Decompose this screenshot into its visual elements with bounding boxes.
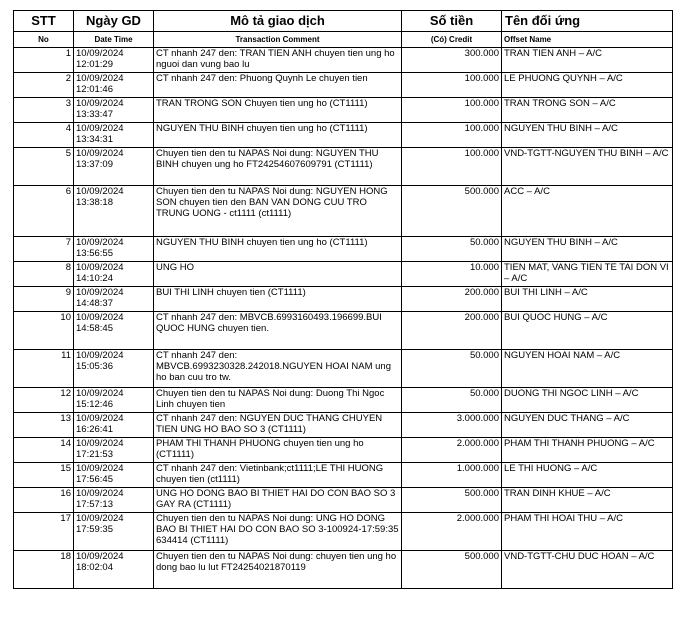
row-date: 10/09/2024 — [76, 186, 124, 197]
row-datetime — [74, 438, 154, 463]
row-date: 10/09/2024 — [76, 488, 124, 499]
row-time: 18:02:04 — [76, 562, 113, 573]
row-description: NGUYEN THU BINH chuyen tien ung ho (CT1111) — [154, 123, 402, 148]
row-date: 10/09/2024 — [76, 388, 124, 399]
row-datetime — [74, 350, 154, 388]
row-datetime — [74, 287, 154, 312]
row-description: Chuyen tien den tu NAPAS Noi dung: UNG HO DONG BAO BI THIET HAI DO CON BAO SO 3-100924-17:59:35 634414 (CT1111) — [154, 513, 402, 551]
row-amount: 2.000.000 — [402, 513, 502, 551]
table-row — [14, 413, 673, 438]
row-time: 15:05:36 — [76, 361, 113, 372]
row-description: CT nhanh 247 den: TRAN TIEN ANH chuyen tien ung ho nguoi dan vung bao lu — [154, 48, 402, 73]
row-amount: 50.000 — [402, 350, 502, 388]
row-number: 6 — [14, 186, 74, 237]
row-date: 10/09/2024 — [76, 312, 124, 323]
table-row — [14, 73, 673, 98]
subheader-row — [14, 32, 673, 48]
transaction-rows — [14, 48, 673, 589]
row-datetime — [74, 413, 154, 438]
row-time: 13:37:09 — [76, 159, 113, 170]
row-description: PHAM THI THANH PHUONG chuyen tien ung ho (CT1111) — [154, 438, 402, 463]
row-offset-name: NGUYEN THU BINH – A/C — [502, 123, 673, 148]
table-row — [14, 513, 673, 551]
row-offset-name: NGUYEN DUC THANG – A/C — [502, 413, 673, 438]
row-datetime — [74, 237, 154, 262]
row-datetime — [74, 98, 154, 123]
subheader-credit: (Có) Credit — [402, 32, 502, 48]
row-date: 10/09/2024 — [76, 350, 124, 361]
row-datetime — [74, 513, 154, 551]
row-amount: 2.000.000 — [402, 438, 502, 463]
row-amount: 50.000 — [402, 237, 502, 262]
row-description: Chuyen tien den tu NAPAS Noi dung: NGUYEN HONG SON chuyen tien den BAN VAN DONG CUU TRO TRUNG UONG - ct1111 (ct1111) — [154, 186, 402, 237]
row-date: 10/09/2024 — [76, 438, 124, 449]
row-offset-name: BUI THI LINH – A/C — [502, 287, 673, 312]
row-time: 17:57:13 — [76, 499, 113, 510]
row-offset-name: PHAM THI HOAI THU – A/C — [502, 513, 673, 551]
row-amount: 500.000 — [402, 186, 502, 237]
transaction-table — [13, 10, 673, 589]
row-offset-name: NGUYEN HOAI NAM – A/C — [502, 350, 673, 388]
table-row — [14, 148, 673, 186]
row-number: 15 — [14, 463, 74, 488]
row-time: 16:26:41 — [76, 424, 113, 435]
row-datetime — [74, 123, 154, 148]
row-datetime — [74, 73, 154, 98]
row-number: 12 — [14, 388, 74, 413]
row-date: 10/09/2024 — [76, 463, 124, 474]
header-amount: Số tiền — [402, 11, 502, 32]
table-row — [14, 438, 673, 463]
row-time: 17:21:53 — [76, 449, 113, 460]
subheader-comment: Transaction Comment — [154, 32, 402, 48]
row-offset-name: LE PHUONG QUYNH – A/C — [502, 73, 673, 98]
row-offset-name: TRAN TIEN ANH – A/C — [502, 48, 673, 73]
row-date: 10/09/2024 — [76, 48, 124, 59]
table-row — [14, 123, 673, 148]
row-amount: 100.000 — [402, 123, 502, 148]
row-number: 2 — [14, 73, 74, 98]
table-row — [14, 98, 673, 123]
row-description: NGUYEN THU BINH chuyen tien ung ho (CT1111) — [154, 237, 402, 262]
row-offset-name: VND-TGTT-CHU DUC HOAN – A/C — [502, 551, 673, 589]
row-number: 16 — [14, 488, 74, 513]
header-stt: STT — [14, 11, 74, 32]
row-time: 12:01:46 — [76, 84, 113, 95]
row-time: 17:59:35 — [76, 524, 113, 535]
row-amount: 10.000 — [402, 262, 502, 287]
row-date: 10/09/2024 — [76, 148, 124, 159]
row-description: CT nhanh 247 den: MBVCB.6993160493.196699.BUI QUOC HUNG chuyen tien. — [154, 312, 402, 350]
row-number: 8 — [14, 262, 74, 287]
table-row — [14, 287, 673, 312]
row-date: 10/09/2024 — [76, 262, 124, 273]
subheader-no: No — [14, 32, 74, 48]
table-row — [14, 463, 673, 488]
table-row — [14, 312, 673, 350]
row-time: 14:10:24 — [76, 273, 113, 284]
row-number: 4 — [14, 123, 74, 148]
row-time: 13:38:18 — [76, 197, 113, 208]
row-offset-name: BUI QUOC HUNG – A/C — [502, 312, 673, 350]
row-offset-name: TIEN MAT, VANG TIEN TE TAI DON VI – A/C — [502, 262, 673, 287]
row-date: 10/09/2024 — [76, 413, 124, 424]
transaction-statement — [13, 10, 672, 589]
row-number: 1 — [14, 48, 74, 73]
row-datetime — [74, 186, 154, 237]
row-number: 17 — [14, 513, 74, 551]
table-row — [14, 350, 673, 388]
row-number: 13 — [14, 413, 74, 438]
row-number: 18 — [14, 551, 74, 589]
row-amount: 100.000 — [402, 148, 502, 186]
header-row — [14, 11, 673, 32]
header-offset-name: Tên đối ứng — [502, 11, 673, 32]
row-date: 10/09/2024 — [76, 98, 124, 109]
row-amount: 500.000 — [402, 551, 502, 589]
row-number: 11 — [14, 350, 74, 388]
row-description: Chuyen tien den tu NAPAS Noi dung: chuyen tien ung ho dong bao lu lut FT24254021870119 — [154, 551, 402, 589]
row-number: 14 — [14, 438, 74, 463]
table-row — [14, 551, 673, 589]
row-offset-name: DUONG THI NGOC LINH – A/C — [502, 388, 673, 413]
row-datetime — [74, 148, 154, 186]
row-number: 10 — [14, 312, 74, 350]
row-datetime — [74, 262, 154, 287]
row-datetime — [74, 551, 154, 589]
row-description: TRAN TRONG SON Chuyen tien ung ho (CT1111) — [154, 98, 402, 123]
table-row — [14, 488, 673, 513]
row-date: 10/09/2024 — [76, 551, 124, 562]
row-description: CT nhanh 247 den: Phuong Quynh Le chuyen tien — [154, 73, 402, 98]
row-amount: 50.000 — [402, 388, 502, 413]
row-time: 13:56:55 — [76, 248, 113, 259]
row-offset-name: NGUYEN THU BINH – A/C — [502, 237, 673, 262]
subheader-offset: Offset Name — [502, 32, 673, 48]
row-time: 14:48:37 — [76, 298, 113, 309]
row-date: 10/09/2024 — [76, 287, 124, 298]
table-row — [14, 262, 673, 287]
row-datetime — [74, 463, 154, 488]
row-offset-name: PHAM THI THANH PHUONG – A/C — [502, 438, 673, 463]
row-offset-name: TRAN TRONG SON – A/C — [502, 98, 673, 123]
row-datetime — [74, 312, 154, 350]
row-datetime — [74, 488, 154, 513]
header-date: Ngày GD — [74, 11, 154, 32]
row-amount: 100.000 — [402, 73, 502, 98]
header-description: Mô tả giao dịch — [154, 11, 402, 32]
row-description: BUI THI LINH chuyen tien (CT1111) — [154, 287, 402, 312]
row-description: CT nhanh 247 den: NGUYEN DUC THANG CHUYEN TIEN UNG HO BAO SO 3 (CT1111) — [154, 413, 402, 438]
row-time: 14:58:45 — [76, 323, 113, 334]
row-time: 15:12:46 — [76, 399, 113, 410]
row-date: 10/09/2024 — [76, 237, 124, 248]
row-offset-name: ACC – A/C — [502, 186, 673, 237]
row-description: UNG HO — [154, 262, 402, 287]
row-number: 3 — [14, 98, 74, 123]
row-description: CT nhanh 247 den: MBVCB.6993230328.242018.NGUYEN HOAI NAM ung ho ban cuu tro tw. — [154, 350, 402, 388]
row-amount: 500.000 — [402, 488, 502, 513]
row-date: 10/09/2024 — [76, 513, 124, 524]
row-date: 10/09/2024 — [76, 123, 124, 134]
row-number: 7 — [14, 237, 74, 262]
row-amount: 1.000.000 — [402, 463, 502, 488]
row-time: 13:33:47 — [76, 109, 113, 120]
row-offset-name: VND-TGTT-NGUYEN THU BINH – A/C — [502, 148, 673, 186]
row-number: 9 — [14, 287, 74, 312]
row-date: 10/09/2024 — [76, 73, 124, 84]
row-datetime — [74, 48, 154, 73]
row-number: 5 — [14, 148, 74, 186]
table-row — [14, 48, 673, 73]
row-description: CT nhanh 247 den: Vietinbank;ct1111;LE THI HUONG chuyen tien (ct1111) — [154, 463, 402, 488]
row-time: 12:01:29 — [76, 59, 113, 70]
row-amount: 200.000 — [402, 312, 502, 350]
table-row — [14, 237, 673, 262]
row-description: UNG HO DONG BAO BI THIET HAI DO CON BAO SO 3 GAY RA (CT1111) — [154, 488, 402, 513]
subheader-datetime: Date Time — [74, 32, 154, 48]
row-amount: 300.000 — [402, 48, 502, 73]
row-time: 13:34:31 — [76, 134, 113, 145]
row-amount: 3.000.000 — [402, 413, 502, 438]
row-amount: 200.000 — [402, 287, 502, 312]
row-description: Chuyen tien den tu NAPAS Noi dung: Duong Thi Ngoc Linh chuyen tien — [154, 388, 402, 413]
row-offset-name: LE THI HUONG – A/C — [502, 463, 673, 488]
row-datetime — [74, 388, 154, 413]
row-description: Chuyen tien den tu NAPAS Noi dung: NGUYEN THU BINH chuyen ung ho FT24254607609791 (CT1111) — [154, 148, 402, 186]
table-row — [14, 388, 673, 413]
table-row — [14, 186, 673, 237]
row-amount: 100.000 — [402, 98, 502, 123]
row-offset-name: TRAN DINH KHUE – A/C — [502, 488, 673, 513]
row-time: 17:56:45 — [76, 474, 113, 485]
